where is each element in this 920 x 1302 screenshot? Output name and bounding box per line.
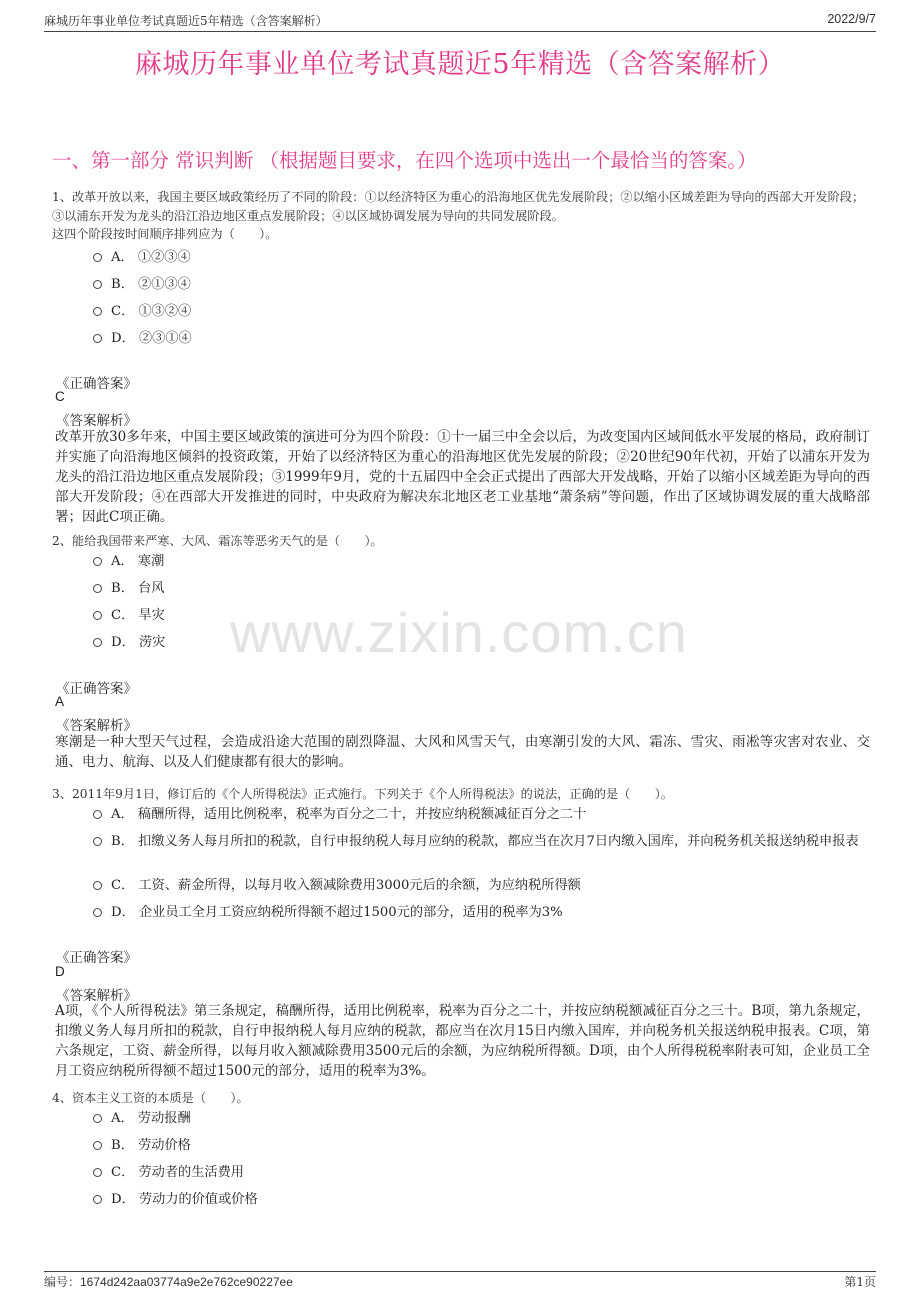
section-heading: 一、第一部分 常识判断 （根据题目要求，在四个选项中选出一个最恰当的答案。） <box>52 149 757 172</box>
correct-answer-label: 《正确答案》 <box>56 376 137 392</box>
radio-icon[interactable] <box>93 1114 102 1123</box>
radio-icon[interactable] <box>93 334 102 343</box>
option-label: A． 稿酬所得，适用比例税率，税率为百分之二十，并按应纳税额减征百分之二十 <box>111 807 587 822</box>
question-1-stem <box>52 188 870 244</box>
radio-icon[interactable] <box>93 307 102 316</box>
option-label: B． 劳动价格 <box>111 1138 191 1153</box>
q4-option-c[interactable] <box>93 1160 873 1186</box>
header-divider <box>44 31 876 32</box>
analysis-label: 《答案解析》 <box>56 413 137 429</box>
radio-icon[interactable] <box>93 1168 102 1177</box>
radio-icon[interactable] <box>93 280 102 289</box>
option-label: D． ②③①④ <box>111 331 192 346</box>
radio-icon[interactable] <box>93 837 102 846</box>
radio-icon[interactable] <box>93 557 102 566</box>
radio-icon[interactable] <box>93 1141 102 1150</box>
radio-icon[interactable] <box>93 638 102 647</box>
q3-analysis: A项，《个人所得税法》第三条规定，稿酬所得，适用比例税率，税率为百分之二十，并按应纳税额减征百分之三十。B项，第九条规定，扣缴义务人每月所扣的税款，自行申报纳税人每月应纳的税款，都应当在次月15日内缴入国库，并向税务机关报送纳税申报表。C项，第六条规定，工资、薪金所得，以每月收入额减除费用3500元后的余额，为应纳税所得额。D项，由个人所得税税率附表可知，企业员工全月工资应纳税所得额不超过1500元的部分，适用的税率为3%。 <box>55 1003 870 1079</box>
q2-option-b[interactable] <box>93 576 873 602</box>
option-label: A． ①②③④ <box>111 250 191 265</box>
radio-icon[interactable] <box>93 881 102 890</box>
q3-option-b[interactable] <box>93 829 873 855</box>
header-doc-title: 麻城历年事业单位考试真题近5年精选（含答案解析） <box>44 14 328 28</box>
page-footer <box>44 1273 876 1290</box>
q1-option-a[interactable] <box>93 245 873 271</box>
q1-option-c[interactable] <box>93 299 873 325</box>
footer-divider <box>44 1271 876 1272</box>
q2-option-d[interactable] <box>93 630 873 656</box>
question-4-stem: 4、资本主义工资的本质是（ ）。 <box>52 1091 249 1105</box>
document-title: 麻城历年事业单位考试真题近5年精选（含答案解析） <box>134 49 786 80</box>
radio-icon[interactable] <box>93 611 102 620</box>
option-label: C． 工资、薪金所得，以每月收入额减除费用3000元后的余额，为应纳税所得额 <box>111 878 581 893</box>
radio-icon[interactable] <box>93 908 102 917</box>
analysis-label: 《答案解析》 <box>56 988 137 1004</box>
q1-answer: C <box>55 389 65 404</box>
analysis-label: 《答案解析》 <box>56 718 137 734</box>
option-label: C． ①③②④ <box>111 304 192 319</box>
q3-option-a[interactable] <box>93 802 873 828</box>
q4-option-d[interactable] <box>93 1187 873 1213</box>
q2-option-c[interactable] <box>93 603 873 629</box>
q2-analysis: 寒潮是一种大型天气过程，会造成沿途大范围的剧烈降温、大风和风雪天气，由寒潮引发的大风、霜冻、雪灾、雨凇等灾害对农业、交通、电力、航海、以及人们健康都有很大的影响。 <box>55 734 870 770</box>
q4-option-b[interactable] <box>93 1133 873 1159</box>
question-3-stem: 3、2011年9月1日，修订后的《个人所得税法》正式施行。下列关于《个人所得税法》的说法，正确的是（ ）。 <box>52 787 673 801</box>
footer-doc-id: 编号：1674d242aa03774a9e2e762ce90227ee <box>44 1275 293 1289</box>
option-label: D． 企业员工全月工资应纳税所得额不超过1500元的部分，适用的税率为3% <box>111 905 563 920</box>
option-label: D． 劳动力的价值或价格 <box>111 1192 258 1207</box>
option-label: C． 劳动者的生活费用 <box>111 1165 244 1180</box>
radio-icon[interactable] <box>93 1195 102 1204</box>
page-header <box>44 12 876 30</box>
option-label: D． 涝灾 <box>111 635 166 650</box>
radio-icon[interactable] <box>93 810 102 819</box>
question-1-text: 1、改革开放以来，我国主要区域政策经历了不同的阶段：①以经济特区为重心的沿海地区优先发展阶段；②以缩小区域差距为导向的西部大开发阶段；③以浦东开发为龙头的沿江沿边地区重点发展阶段；④以区域协调发展为导向的共同发展阶段。 <box>52 190 865 223</box>
header-date: 2022/9/7 <box>827 12 876 26</box>
question-1-text-2: 这四个阶段按时间顺序排列应为（ ）。 <box>52 227 278 241</box>
correct-answer-label: 《正确答案》 <box>56 681 137 697</box>
q3-option-c[interactable] <box>93 873 873 899</box>
option-label: C． 旱灾 <box>111 608 165 623</box>
option-label: B． ②①③④ <box>111 277 191 292</box>
q3-answer: D <box>55 964 65 979</box>
option-label: B． 台风 <box>111 581 165 596</box>
q1-analysis: 改革开放30多年来，中国主要区域政策的演进可分为四个阶段：①十一届三中全会以后，为改变国内区域间低水平发展的格局，政府制订并实施了向沿海地区倾斜的投资政策，开始了以经济特区为重心的沿海地区优先发展的阶段；②20世纪90年代初，开始了以浦东开发为龙头的沿江沿边地区重点发展阶段；③1999年9月，党的十五届四中全会正式提出了西部大开发战略，开始了以缩小区域差距为导向的西部大开发阶段；④在西部大开发推进的同时，中央政府为解决东北地区老工业基地“萧条病”等问题，作出了区域协调发展的重大战略部署；因此C项正确。 <box>55 429 870 525</box>
correct-answer-label: 《正确答案》 <box>56 950 137 966</box>
option-label: B． 扣缴义务人每月所扣的税款，自行申报纳税人每月应纳的税款，都应当在次月7日内缴入国库，并向税务机关报送纳税申报表 <box>111 834 859 849</box>
q3-option-d[interactable] <box>93 900 873 926</box>
option-label: A． 劳动报酬 <box>111 1111 191 1126</box>
q1-option-b[interactable] <box>93 272 873 298</box>
radio-icon[interactable] <box>93 253 102 262</box>
q2-option-a[interactable] <box>93 549 873 575</box>
watermark: www.zixin.com.cn <box>230 601 688 664</box>
question-2-stem: 2、能给我国带来严寒、大风、霜冻等恶劣天气的是（ ）。 <box>52 534 383 548</box>
q2-answer: A <box>55 694 65 709</box>
q1-option-d[interactable] <box>93 326 873 352</box>
footer-page-number: 第1页 <box>844 1275 876 1289</box>
q4-option-a[interactable] <box>93 1106 873 1132</box>
radio-icon[interactable] <box>93 584 102 593</box>
option-label: A． 寒潮 <box>111 554 165 569</box>
